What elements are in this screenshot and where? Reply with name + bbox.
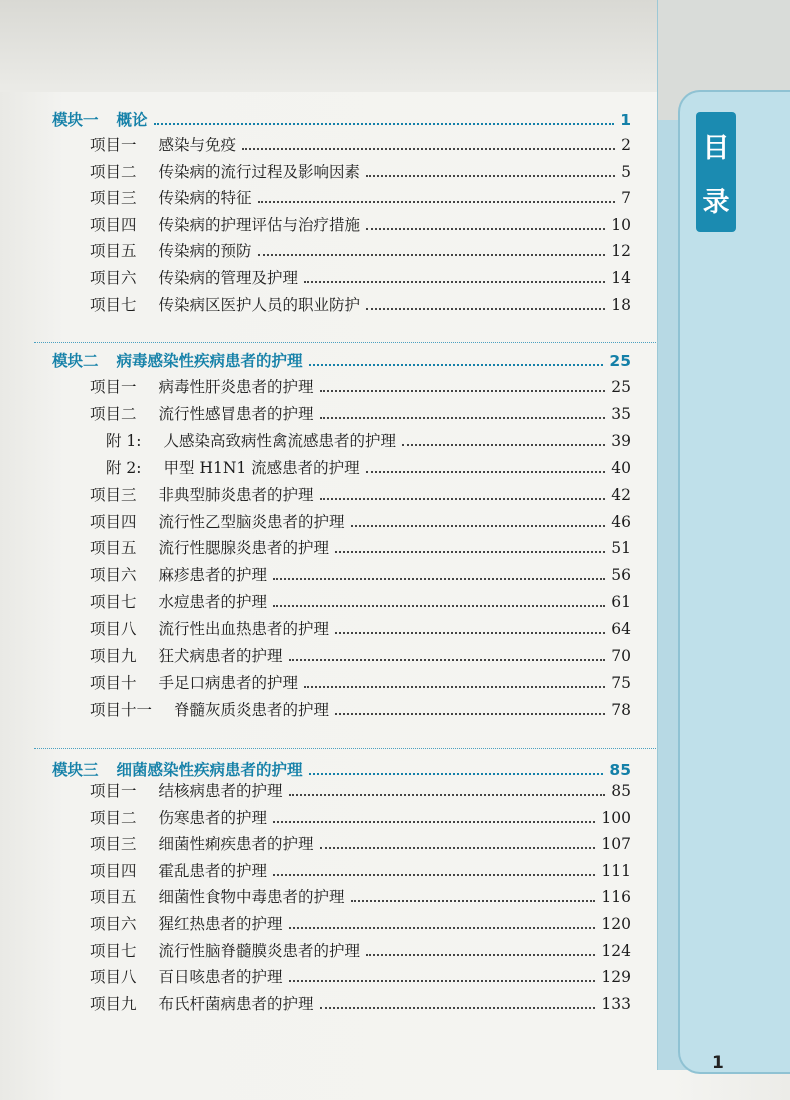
toc-entry-leader [304,281,605,283]
toc-entry-page: 75 [611,673,631,692]
toc-entry-page: 70 [611,647,631,665]
toc-entry-leader [289,659,606,661]
toc-entry-page: 5 [621,162,631,181]
toc-entry-leader [320,498,606,500]
toc-entry-leader [273,821,595,823]
toc-entry[interactable] [90,536,631,558]
toc-entry-number: 项目五 [90,888,137,907]
toc-entry-page: 85 [611,782,631,800]
toc-entry-title: 细菌性食物中毒患者的护理 [158,888,345,907]
module-heading-page: 85 [609,761,631,779]
toc-entry-page: 61 [611,593,631,612]
toc-entry-number: 项目七 [90,593,137,612]
module-heading-leader [309,364,604,366]
toc-entry-page: 129 [601,968,631,987]
toc-entry-number: 项目六 [90,269,137,287]
toc-entry[interactable] [90,965,631,987]
toc-entry-leader [289,794,606,796]
toc-entry-leader [366,308,605,310]
module-heading-title: 病毒感染性疾病患者的护理 [116,352,303,370]
toc-entry-title: 传染病的特征 [158,189,252,208]
toc-entry-number: 项目一 [90,782,137,800]
toc-entry-title: 流行性脑脊髓膜炎患者的护理 [158,941,361,960]
toc-entry-leader [320,390,606,392]
toc-title-char-1: 目 [702,132,730,164]
toc-entry-page: 124 [601,941,631,960]
toc-entry-number: 附 2: [106,458,142,477]
toc-entry-leader [273,874,595,876]
toc-entry-title: 传染病的流行过程及影响因素 [158,162,361,181]
toc-entry-page: 64 [611,620,631,639]
toc-entry-title: 感染与免疫 [158,136,237,154]
toc-entry-title: 结核病患者的护理 [158,782,283,800]
toc-title [696,112,736,232]
toc-entry-title: 狂犬病患者的护理 [158,647,283,665]
toc-entry[interactable] [90,832,631,854]
page-number: 1 [712,1053,724,1073]
toc-entry-leader [366,471,606,473]
toc-entry-leader [366,954,595,956]
toc-entry-leader [335,713,605,715]
toc-entry-number: 项目二 [90,404,137,423]
toc-entry-number: 项目七 [90,295,137,314]
module-separator [34,342,656,343]
toc-entry-number: 项目五 [90,242,137,261]
toc-entry-leader [320,847,596,849]
toc-entry-title: 甲型 H1N1 流感患者的护理 [163,458,360,477]
toc-entry-number: 项目二 [90,808,137,827]
toc-entry[interactable] [90,510,631,532]
toc-entry-title: 流行性感冒患者的护理 [158,404,314,423]
toc-entry[interactable] [90,698,631,720]
toc-entry-title: 手足口病患者的护理 [158,673,299,692]
toc-entry-number: 项目四 [90,215,137,234]
toc-entry-number: 项目九 [90,647,137,665]
toc-entry-page: 14 [611,269,631,287]
module-heading[interactable] [52,349,631,371]
toc-entry[interactable] [90,160,631,182]
toc-entry-leader [351,525,606,527]
toc-entry[interactable] [90,644,631,666]
toc-entry-leader [402,444,605,446]
toc-entry-leader [289,980,596,982]
toc-entry[interactable] [90,912,631,934]
module-heading-title: 细菌感染性疾病患者的护理 [116,761,303,779]
toc-entry-page: 107 [601,835,631,854]
toc-entry-number: 项目三 [90,189,137,208]
module-heading-leader [154,123,615,125]
toc-entry[interactable] [90,992,631,1014]
toc-entry-title: 伤寒患者的护理 [158,808,268,827]
toc-entry-number: 项目十 [90,673,137,692]
toc-entry-leader [273,578,605,580]
toc-entry-title: 传染病的管理及护理 [158,269,299,287]
toc-entry-number: 项目一 [90,378,137,396]
toc-entry-page: 35 [611,404,631,423]
toc-entry[interactable] [106,456,631,478]
toc-entry-number: 项目三 [90,835,137,854]
module-heading-leader [309,773,604,775]
toc-entry-title: 传染病区医护人员的职业防护 [158,295,361,314]
toc-entry-title: 传染病的护理评估与治疗措施 [158,215,361,234]
toc-entry-page: 51 [611,539,631,558]
toc-entry-leader [320,1007,596,1009]
toc-entry[interactable] [90,483,631,505]
module-heading-number: 模块一 [52,111,99,129]
toc-entry-title: 细菌性痢疾患者的护理 [158,835,314,854]
toc-entry[interactable] [90,671,631,693]
toc-entry-title: 脊髓灰质炎患者的护理 [174,700,330,719]
toc-entry-page: 116 [601,888,631,907]
toc-entry-number: 项目一 [90,136,137,154]
toc-entry[interactable] [90,806,631,828]
toc-entry-leader [335,551,605,553]
toc-entry-page: 42 [611,485,631,504]
toc-entry-page: 2 [621,136,631,154]
toc-entry-number: 项目七 [90,941,137,960]
toc-entry-title: 霍乱患者的护理 [158,861,268,880]
toc-entry-leader [366,228,605,230]
toc-entry-number: 项目八 [90,620,137,639]
toc-entry-page: 7 [621,189,631,208]
toc-entry[interactable] [106,429,631,451]
toc-entry-leader [258,254,606,256]
toc-entry-title: 百日咳患者的护理 [158,968,283,987]
toc-entry-leader [320,417,606,419]
module-heading-title: 概论 [116,111,148,129]
toc-entry-page: 18 [611,295,631,314]
toc-entry[interactable] [90,133,631,155]
toc-entry-title: 布氏杆菌病患者的护理 [158,994,314,1013]
toc-entry-page: 120 [601,915,631,933]
toc-entry-title: 病毒性肝炎患者的护理 [158,378,314,396]
toc-entry-page: 133 [601,994,631,1013]
toc-entry[interactable] [90,939,631,961]
toc-entry-leader [366,175,615,177]
toc-entry-number: 项目三 [90,485,137,504]
toc-entry-title: 流行性出血热患者的护理 [158,620,330,639]
toc-entry-leader [289,927,596,929]
toc-entry-page: 25 [611,378,631,396]
toc-entry-number: 项目四 [90,512,137,531]
module-heading-number: 模块三 [52,761,99,779]
module-heading-page: 1 [620,111,631,129]
toc-entry-number: 项目八 [90,968,137,987]
toc-entry-page: 111 [601,861,631,880]
toc-entry-leader [258,201,616,203]
toc-entry[interactable] [90,617,631,639]
toc-entry[interactable] [90,859,631,881]
module-heading[interactable] [52,108,631,130]
toc-entry-number: 项目九 [90,994,137,1013]
toc-entry-number: 项目十一 [90,700,153,719]
toc-entry[interactable] [90,563,631,585]
toc-entry-title: 猩红热患者的护理 [158,915,283,933]
toc-entry-page: 78 [611,700,631,719]
toc-entry[interactable] [90,293,631,315]
toc-entry-page: 40 [611,458,631,477]
toc-title-char-2: 录 [702,186,730,218]
toc-entry-title: 人感染高致病性禽流感患者的护理 [163,431,397,450]
toc-entry[interactable] [90,402,631,424]
toc-entry[interactable] [90,213,631,235]
module-heading-page: 25 [609,352,631,370]
toc-entry-leader [242,148,615,150]
toc-entry[interactable] [90,186,631,208]
toc-entry[interactable] [90,266,631,288]
toc-entry-page: 39 [611,431,631,450]
toc-entry-number: 项目二 [90,162,137,181]
toc-entry-title: 流行性乙型脑炎患者的护理 [158,512,345,531]
toc-entry[interactable] [90,239,631,261]
toc-entry-page: 100 [601,808,631,827]
toc-entry-title: 非典型肺炎患者的护理 [158,485,314,504]
toc-entry-number: 附 1: [106,431,142,450]
toc-entry-number: 项目六 [90,915,137,933]
toc-entry-title: 水痘患者的护理 [158,593,268,612]
toc-entry[interactable] [90,375,631,397]
toc-entry-title: 流行性腮腺炎患者的护理 [158,539,330,558]
toc-entry[interactable] [90,590,631,612]
toc-entry-title: 传染病的预防 [158,242,252,261]
toc-entry[interactable] [90,885,631,907]
toc-entry-number: 项目四 [90,861,137,880]
side-card [678,90,790,1074]
toc-entry-leader [273,605,605,607]
module-heading[interactable] [52,758,631,780]
toc-entry-leader [335,632,605,634]
toc-entry-page: 12 [611,242,631,261]
toc-entry-number: 项目五 [90,539,137,558]
toc-entry-page: 46 [611,512,631,531]
module-separator [34,748,656,749]
module-heading-number: 模块二 [52,352,99,370]
side-tab [657,0,790,1070]
toc-entry-title: 麻疹患者的护理 [158,566,268,585]
toc-entry-leader [304,686,605,688]
toc-entry[interactable] [90,779,631,801]
toc-entry-number: 项目六 [90,566,137,585]
toc-entry-page: 10 [611,215,631,234]
toc-entry-leader [351,900,596,902]
toc-entry-page: 56 [611,566,631,585]
